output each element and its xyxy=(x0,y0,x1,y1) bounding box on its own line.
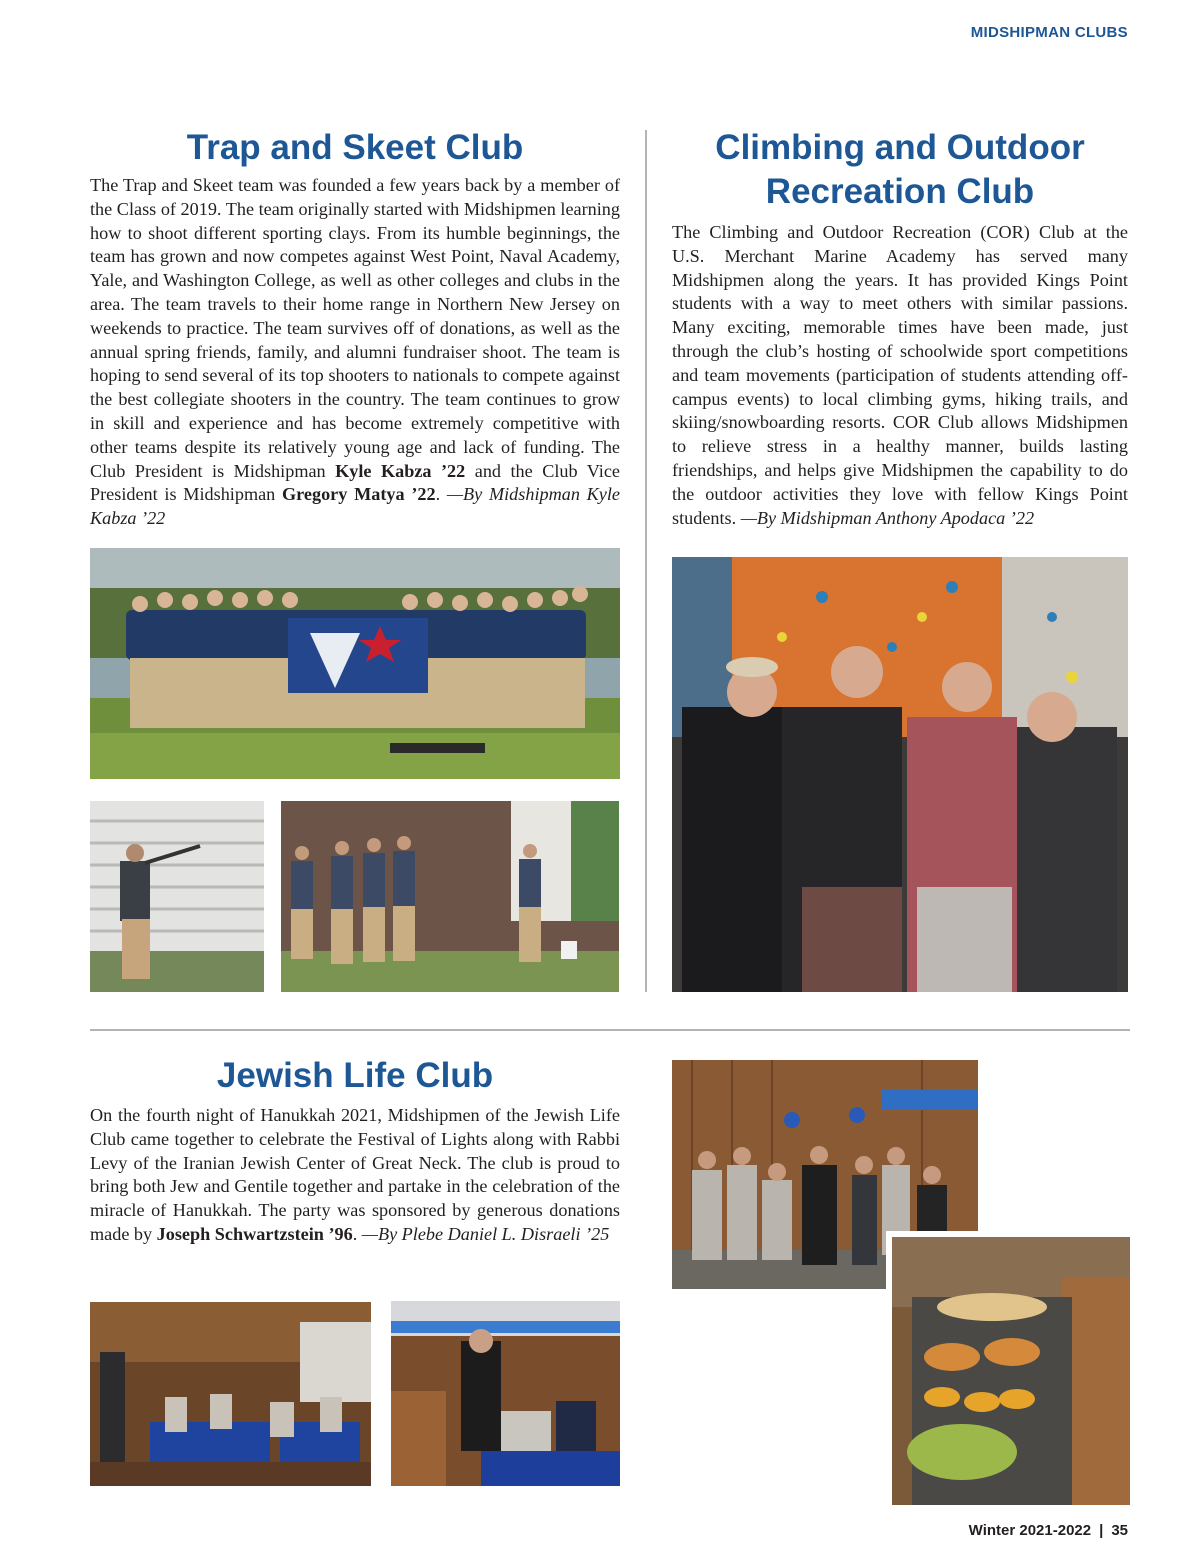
trap-byline: —By Midshipman Kyle Kabza ’22 xyxy=(90,484,620,529)
trap-president: Kyle Kabza ’22 xyxy=(335,460,466,481)
climbing-title-line1: Climbing and Outdoor xyxy=(715,128,1085,167)
column-divider xyxy=(645,130,647,992)
page-footer xyxy=(969,1522,1128,1539)
climbing-byline: —By Midshipman Anthony Apodaca ’22 xyxy=(740,507,1035,528)
climbing-title-line2: Recreation Club xyxy=(765,172,1035,211)
jewish-byline: —By Plebe Daniel L. Disraeli ’25 xyxy=(361,1223,610,1244)
climbing-body xyxy=(672,221,1128,530)
jewish-sponsor: Joseph Schwartzstein ’96 xyxy=(156,1223,353,1244)
jewish-period: . xyxy=(352,1223,362,1244)
climbing-group-photo xyxy=(672,557,1128,992)
jewish-food-photo xyxy=(886,1231,1136,1511)
jewish-body-text: On the fourth night of Hanukkah 2021, Midshipmen of the Jewish Life Club came together to celebrate the Festival of Lights along with Rabbi Levy of the Iranian Jewish Center of Great Neck. The club is proud to bring both Jew and Gentile together and partake in the celebration of the miracle of Hanukkah. The party was sponsored by generous donations made by xyxy=(90,1105,620,1244)
trap-body-text: The Trap and Skeet team was founded a few years back by a member of the Class of 2019. The team originally started with Midshipmen learning how to shoot different sporting clays. From its humble beginnings, the team has grown and now competes against West Point, Naval Academy, Yale, and Washington College, as well as other colleges and clubs in the area. The team travels to their home range in Northern New Jersey on weekends to practice. The team survives off of donations, as well as the annual spring friends, family, and alumni fundraiser shoot. The team is hoping to send several of its top shooters to nationals to compete against the best collegiate shooters in the country. The team continues to grow in skill and experience and has become extremely competitive with other teams despite its relatively young age and lack of funding. The Club President is Midshipman xyxy=(90,175,620,481)
jewish-title: Jewish Life Club xyxy=(216,1056,494,1095)
section-label: MIDSHIPMAN CLUBS xyxy=(970,24,1128,41)
trap-period: . xyxy=(435,484,447,505)
footer-separator: | xyxy=(1099,1522,1104,1539)
jewish-dinner-photo-2 xyxy=(391,1301,620,1486)
section-divider xyxy=(90,1029,1130,1031)
page-number: 35 xyxy=(1111,1522,1128,1539)
jewish-dinner-photo-1 xyxy=(90,1302,371,1486)
jewish-body xyxy=(90,1104,620,1247)
trap-shooter-photo-1 xyxy=(90,801,264,992)
trap-shooters-photo-2 xyxy=(281,801,619,992)
trap-team-photo xyxy=(90,548,620,779)
trap-vice-president: Gregory Matya ’22 xyxy=(282,484,436,505)
trap-title: Trap and Skeet Club xyxy=(186,128,524,167)
footer-issue: Winter 2021-2022 xyxy=(968,1522,1092,1539)
trap-body xyxy=(90,174,620,531)
climbing-body-text: The Climbing and Outdoor Recreation (COR) Club at the U.S. Merchant Marine Academy has served many Midshipmen along the years. It has provided Kings Point students with a way to meet others with similar passions. Many exciting, memorable times have been made, just through the club’s hosting of schoolwide sport competitions and team movements (participation of students attending off-campus events) to local climbing gyms, hiking trails, and skiing/snowboarding resorts. COR Club allows Midshipmen to relieve stress in a healthy manner, builds lasting friendships, and helps give Midshipmen the capability to do the outdoor activities they love with fellow Kings Point students. xyxy=(672,222,1128,528)
climbing-title xyxy=(672,126,1128,214)
trap-mid-text: and the Club Vice President is Midshipman xyxy=(90,460,620,505)
